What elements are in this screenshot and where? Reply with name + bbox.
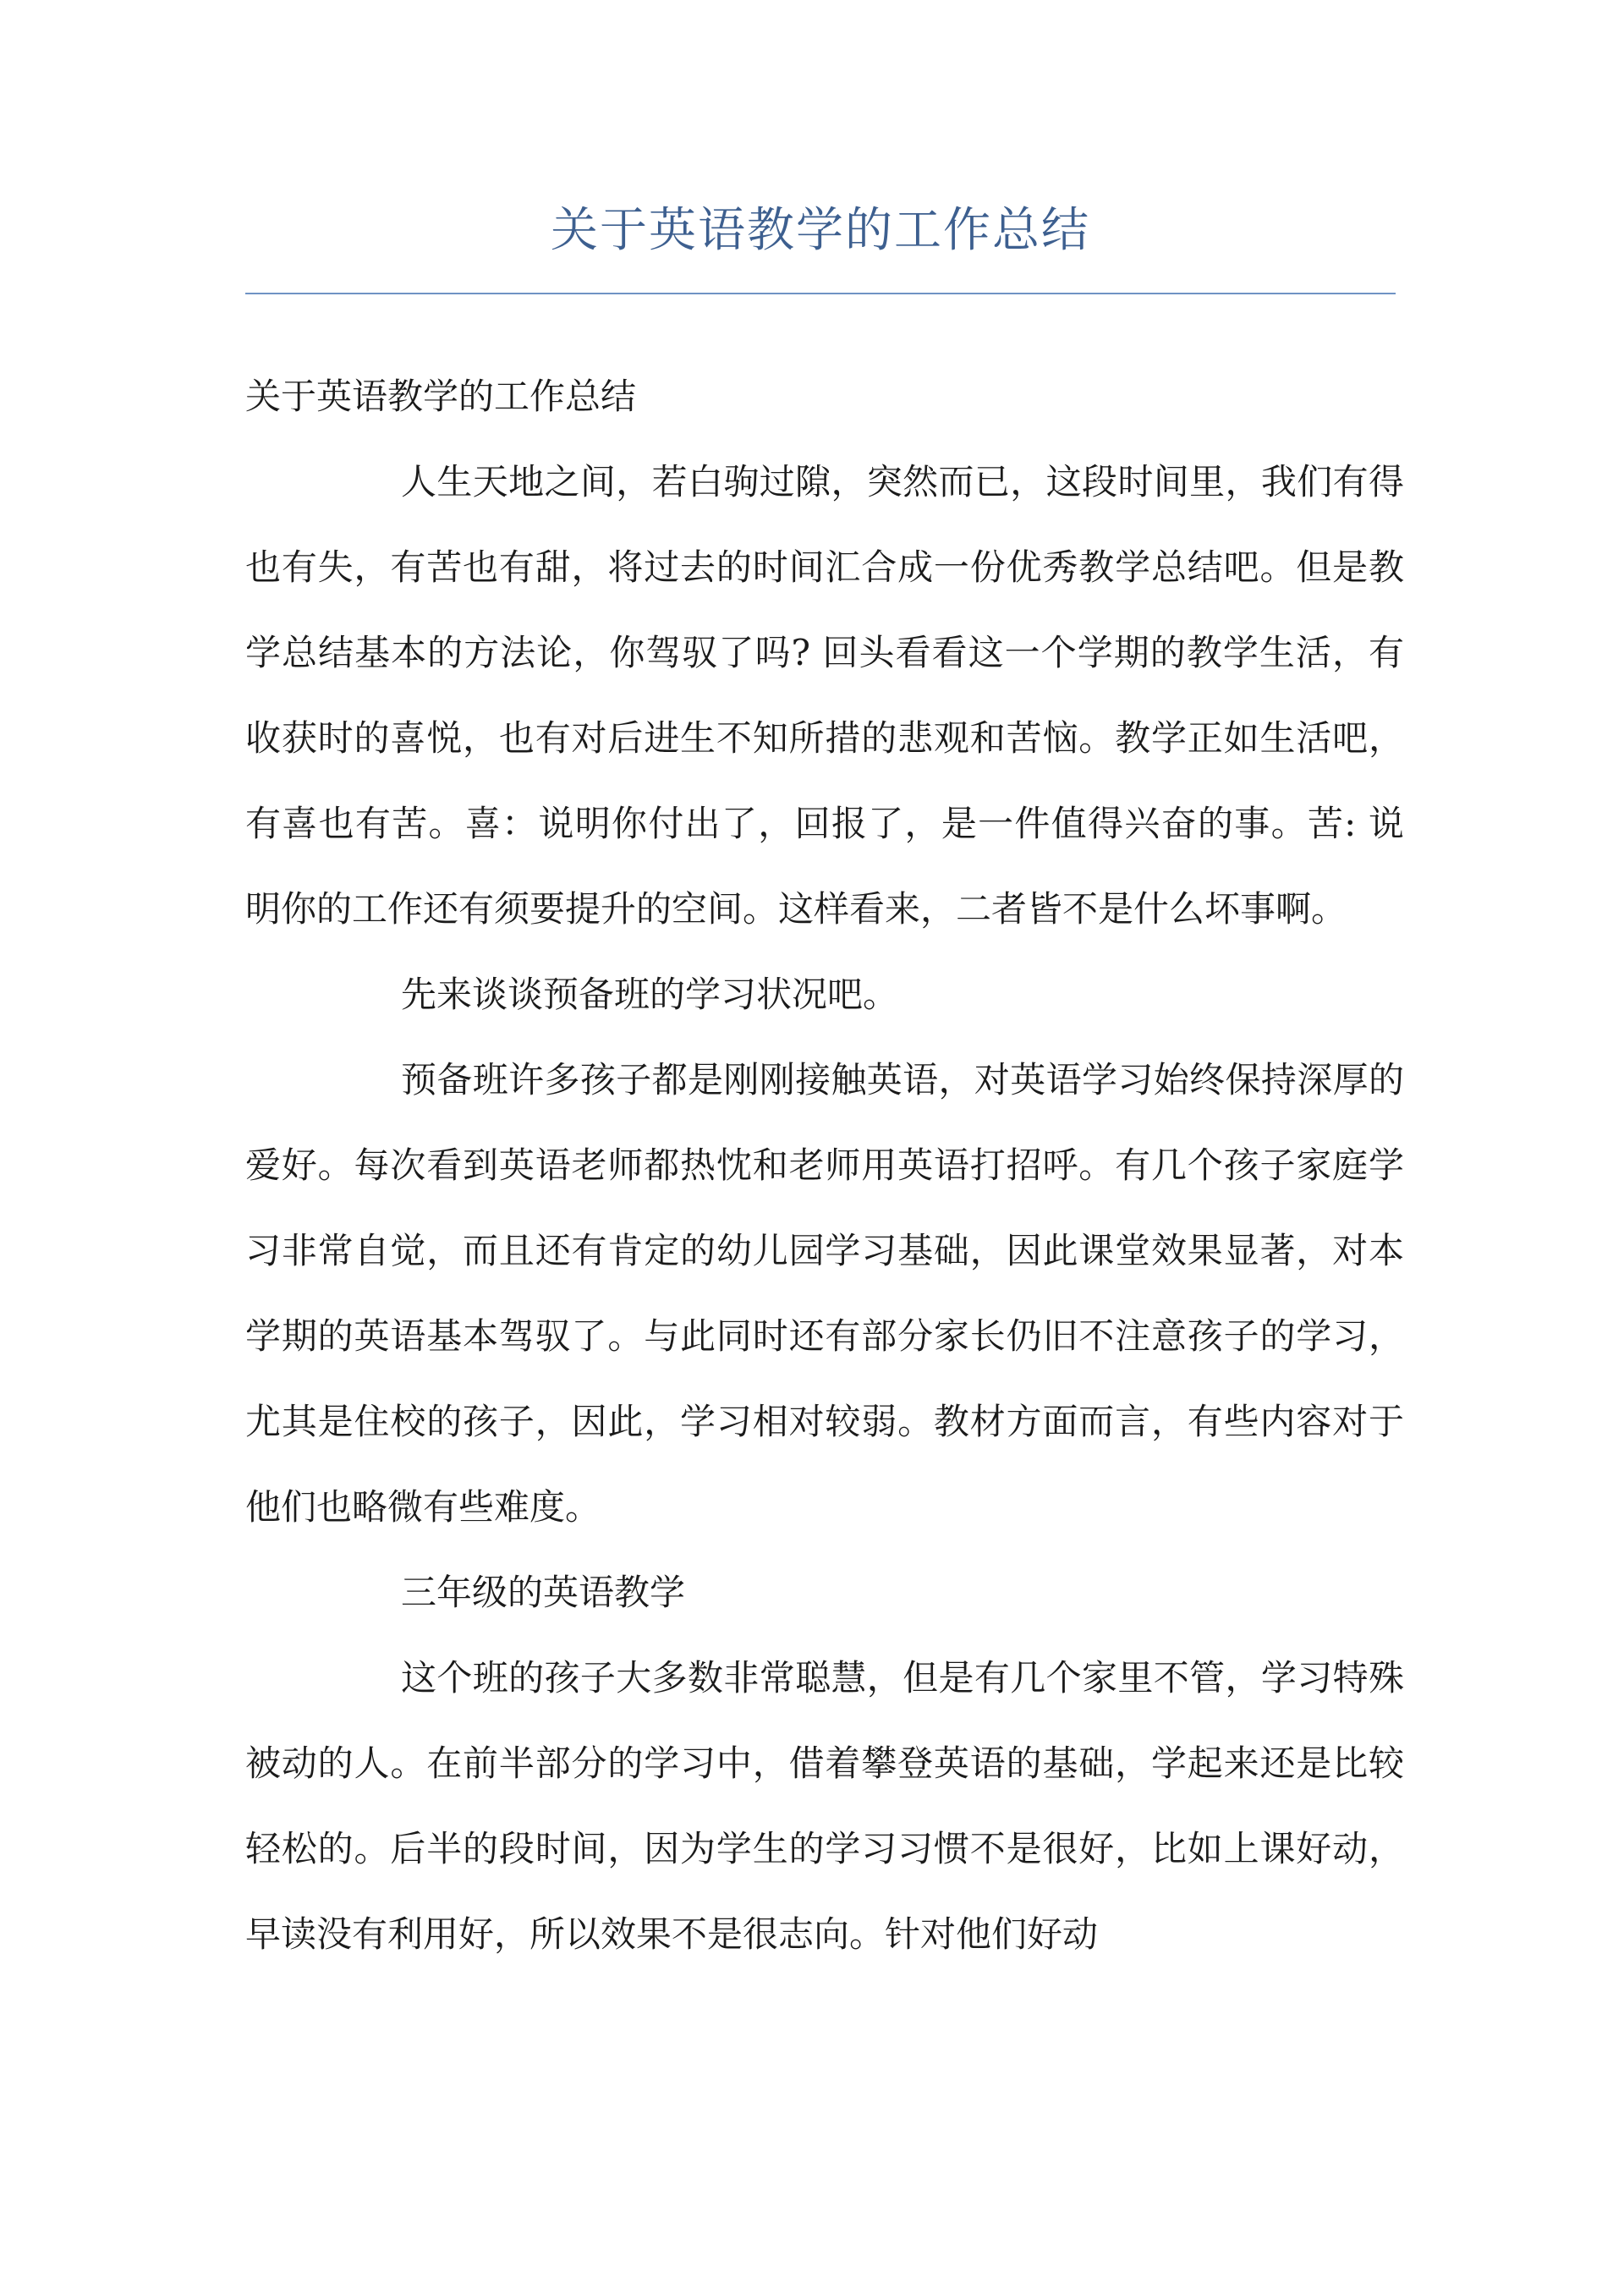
body-paragraph: 这个班的孩子大多数非常聪慧，但是有几个家里不管，学习特殊被动的人。在前半部分的学习中，借着攀登英语的基础，学起来还是比较轻松的。后半的段时间，因为学生的学习习惯不是很好，比如上课好动，早读没有利用好，所以效果不是很志向。针对他们好动 [245, 1657, 1404, 1955]
body-paragraph: 先来谈谈预备班的学习状况吧。 [401, 974, 899, 1015]
document-title: 关于英语教学的工作总结 [551, 203, 1090, 258]
body-paragraph: 人生天地之间，若白驹过隙，突然而已，这段时间里，我们有得也有失，有苦也有甜，将过去的时间汇合成一份优秀教学总结吧。但是教学总结基本的方法论，你驾驭了吗? 回头看看这一个学期的教学生活，有收获时的喜悦，也有对后进生不知所措的悲观和苦恼。教学正如生活吧，有喜也有苦。喜：说明你付出了，回报了，是一件值得兴奋的事。苦: 说明你的工作还有须要提升的空间。这样看来，二者皆不是什么坏事啊。 [245, 461, 1404, 930]
title-divider [245, 293, 1396, 294]
document-body [245, 354, 1404, 1977]
body-paragraph: 预备班许多孩子都是刚刚接触英语，对英语学习始终保持深厚的爱好。每次看到英语老师都热忱和老师用英语打招呼。有几个孩子家庭学习非常自觉，而且还有肯定的幼儿园学习基础，因此课堂效果显著，对本学期的英语基本驾驭了。与此同时还有部分家长仍旧不注意孩子的学习，尤其是住校的孩子，因此，学习相对较弱。教材方面而言，有些内容对于他们也略微有些难度。 [245, 1059, 1404, 1528]
body-paragraph: 三年级的英语教学 [401, 1572, 686, 1613]
body-paragraph: 关于英语教学的工作总结 [245, 376, 637, 417]
